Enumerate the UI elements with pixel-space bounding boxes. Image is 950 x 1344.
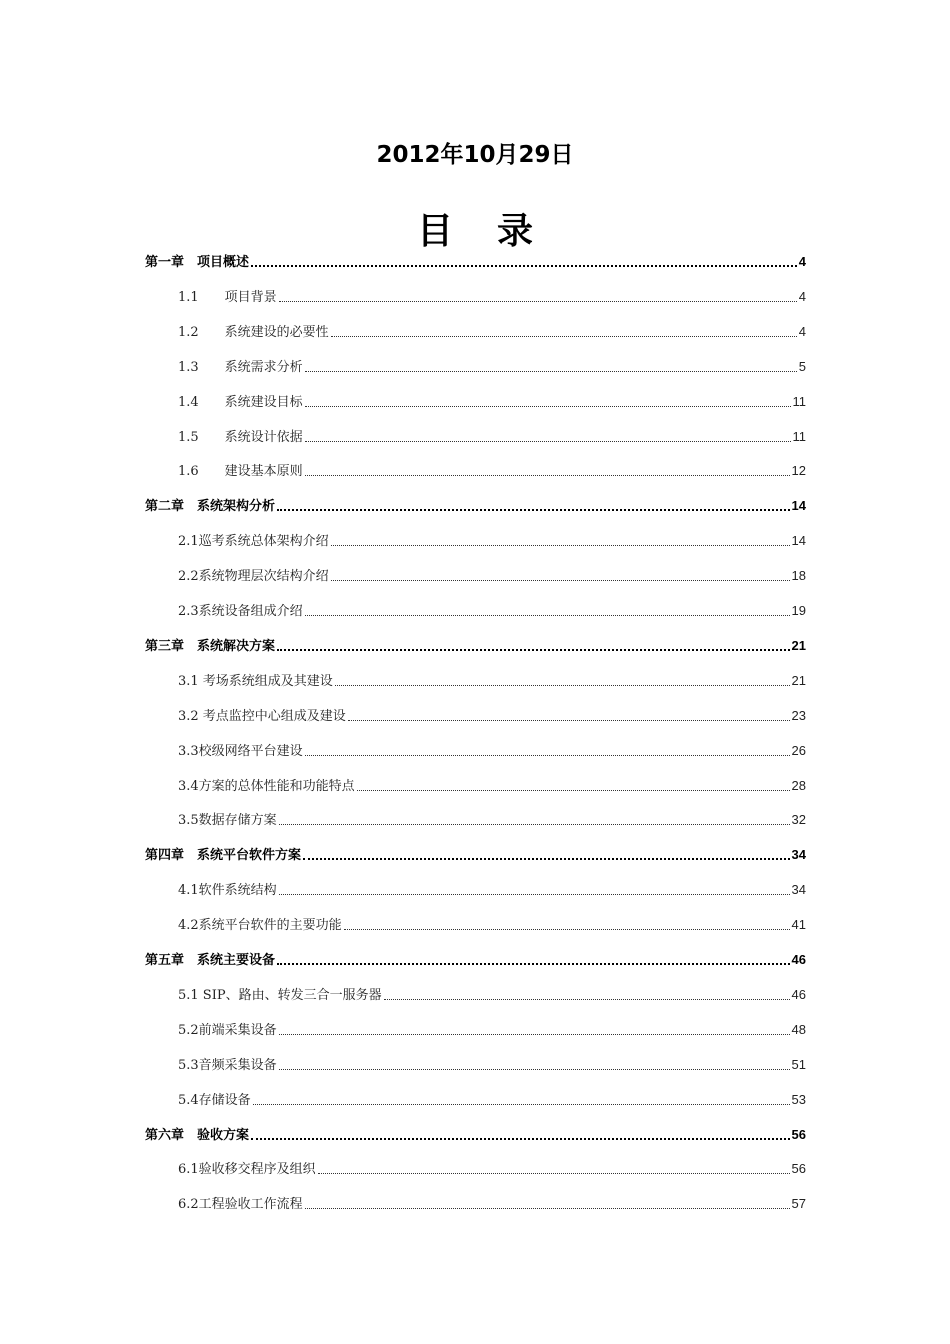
toc-entry-label: 第四章 系统平台软件方案 (145, 848, 302, 864)
toc-page-number: 23 (791, 707, 806, 723)
toc-chapter-entry[interactable] (145, 1124, 806, 1146)
toc-page-number: 32 (791, 812, 806, 828)
toc-page-number: 4 (798, 323, 806, 339)
toc-dot-leader (279, 300, 797, 302)
toc-entry-label: 1.3 系统需求分析 (178, 359, 303, 375)
toc-section-entry[interactable] (178, 1054, 806, 1076)
toc-section-entry[interactable] (178, 1158, 806, 1180)
toc-dot-leader (251, 1137, 790, 1140)
toc-chapter-entry[interactable] (145, 949, 806, 971)
toc-chapter-entry[interactable] (145, 495, 806, 517)
toc-dot-leader (305, 614, 790, 616)
toc-page-number: 34 (791, 882, 806, 898)
toc-dot-leader (305, 370, 797, 372)
toc-chapter-entry[interactable] (145, 635, 806, 657)
toc-dot-leader (357, 789, 790, 791)
toc-chapter-entry[interactable] (145, 251, 806, 273)
toc-section-entry[interactable] (178, 670, 806, 692)
toc-dot-leader (303, 857, 790, 860)
toc-dot-leader (331, 335, 797, 337)
toc-dot-leader (305, 1207, 790, 1209)
toc-dot-leader (277, 962, 790, 965)
toc-dot-leader (279, 893, 790, 895)
toc-dot-leader (277, 648, 790, 651)
toc-dot-leader (305, 474, 790, 476)
toc-section-entry[interactable] (178, 356, 806, 378)
toc-entry-label: 2.1巡考系统总体架构介绍 (178, 534, 329, 550)
toc-section-entry[interactable] (178, 1089, 806, 1111)
toc-section-entry[interactable] (178, 705, 806, 727)
toc-entry-label: 第一章 项目概述 (145, 255, 250, 270)
toc-entry-label: 1.1 项目背景 (178, 289, 277, 305)
toc-section-entry[interactable] (178, 460, 806, 482)
toc-chapter-entry[interactable] (145, 844, 806, 866)
toc-dot-leader (384, 998, 790, 1000)
toc-entry-label: 3.3校级网络平台建设 (178, 743, 303, 759)
toc-entry-label: 5.1 SIP、路由、转发三合一服务器 (178, 987, 382, 1003)
toc-section-entry[interactable] (178, 530, 806, 552)
toc-entry-label: 3.5数据存储方案 (178, 813, 277, 829)
toc-entry-label: 第五章 系统主要设备 (145, 953, 276, 968)
toc-dot-leader (279, 823, 790, 825)
toc-page-number: 56 (791, 1126, 806, 1142)
toc-section-entry[interactable] (178, 809, 806, 831)
toc-section-entry[interactable] (178, 600, 806, 622)
toc-entry-label: 1.5 系统设计依据 (178, 429, 303, 445)
toc-entry-label: 第三章 系统解决方案 (145, 638, 276, 654)
toc-section-entry[interactable] (178, 426, 806, 448)
toc-dot-leader (279, 1033, 790, 1035)
toc-dot-leader (318, 1172, 790, 1174)
toc-entry-label: 1.4 系统建设目标 (178, 394, 303, 410)
toc-page-number: 18 (791, 568, 806, 584)
toc-dot-leader (331, 579, 790, 581)
toc-dot-leader (277, 508, 790, 511)
toc-page-number: 48 (791, 1021, 806, 1037)
toc-dot-leader (305, 440, 791, 442)
toc-page-number: 56 (791, 1161, 806, 1177)
toc-page-number: 11 (792, 428, 806, 444)
toc-page-number: 57 (791, 1196, 806, 1212)
toc-page-number: 28 (791, 777, 806, 793)
toc-entry-label: 1.2 系统建设的必要性 (178, 324, 329, 340)
toc-dot-leader (253, 1103, 790, 1105)
toc-page-number: 12 (791, 463, 806, 479)
toc-page-number: 46 (791, 986, 806, 1002)
toc-section-entry[interactable] (178, 775, 806, 797)
toc-page-number: 14 (791, 533, 806, 549)
toc-page-number: 41 (791, 917, 806, 933)
toc-page-number: 4 (798, 288, 806, 304)
toc-section-entry[interactable] (178, 879, 806, 901)
toc-dot-leader (331, 544, 790, 546)
toc-page-number: 4 (798, 254, 806, 269)
toc-dot-leader (305, 754, 790, 756)
toc-page-number: 21 (791, 637, 806, 653)
toc-entry-label: 6.2工程验收工作流程 (178, 1197, 303, 1213)
toc-entry-label: 第二章 系统架构分析 (145, 499, 276, 515)
toc-page-number: 11 (792, 393, 806, 409)
toc-dot-leader (335, 684, 790, 686)
toc-section-entry[interactable] (178, 740, 806, 762)
toc-entry-label: 2.2系统物理层次结构介绍 (178, 569, 329, 585)
toc-entry-label: 3.2 考点监控中心组成及建设 (178, 708, 346, 724)
toc-entry-label: 4.2系统平台软件的主要功能 (178, 918, 342, 934)
toc-entry-label: 第六章 验收方案 (145, 1127, 250, 1143)
toc-page-number: 5 (798, 358, 806, 374)
toc-page-number: 46 (791, 952, 806, 967)
toc-entry-label: 4.1软件系统结构 (178, 883, 277, 899)
toc-section-entry[interactable] (178, 391, 806, 413)
toc-dot-leader (305, 405, 791, 407)
document-date: 2012年10月29日 (376, 142, 574, 168)
toc-section-entry[interactable] (178, 914, 806, 936)
toc-entry-label: 3.4方案的总体性能和功能特点 (178, 778, 355, 794)
toc-page-number: 14 (791, 498, 806, 514)
toc-section-entry[interactable] (178, 984, 806, 1006)
toc-title: 目录 (416, 210, 577, 252)
toc-dot-leader (279, 1068, 790, 1070)
toc-entry-label: 5.3音频采集设备 (178, 1057, 277, 1073)
toc-section-entry[interactable] (178, 321, 806, 343)
toc-page-number: 53 (791, 1091, 806, 1107)
toc-section-entry[interactable] (178, 1019, 806, 1041)
toc-entry-label: 5.4存储设备 (178, 1092, 251, 1108)
toc-page-number: 21 (791, 672, 806, 688)
toc-dot-leader (348, 719, 790, 721)
toc-section-entry[interactable] (178, 565, 806, 587)
toc-page-number: 34 (791, 847, 806, 863)
toc-page-number: 51 (791, 1056, 806, 1072)
toc-page-number: 26 (791, 742, 806, 758)
toc-entry-label: 5.2前端采集设备 (178, 1022, 277, 1038)
toc-section-entry[interactable] (178, 1193, 806, 1215)
toc-entry-label: 1.6 建设基本原则 (178, 464, 303, 480)
toc-page-number: 19 (791, 603, 806, 618)
toc-section-entry[interactable] (178, 286, 806, 308)
toc-entry-label: 2.3系统设备组成介绍 (178, 604, 303, 619)
toc-dot-leader (344, 928, 790, 930)
toc-entry-label: 6.1验收移交程序及组织 (178, 1162, 316, 1178)
toc-dot-leader (251, 264, 797, 267)
toc-entry-label: 3.1 考场系统组成及其建设 (178, 673, 333, 689)
